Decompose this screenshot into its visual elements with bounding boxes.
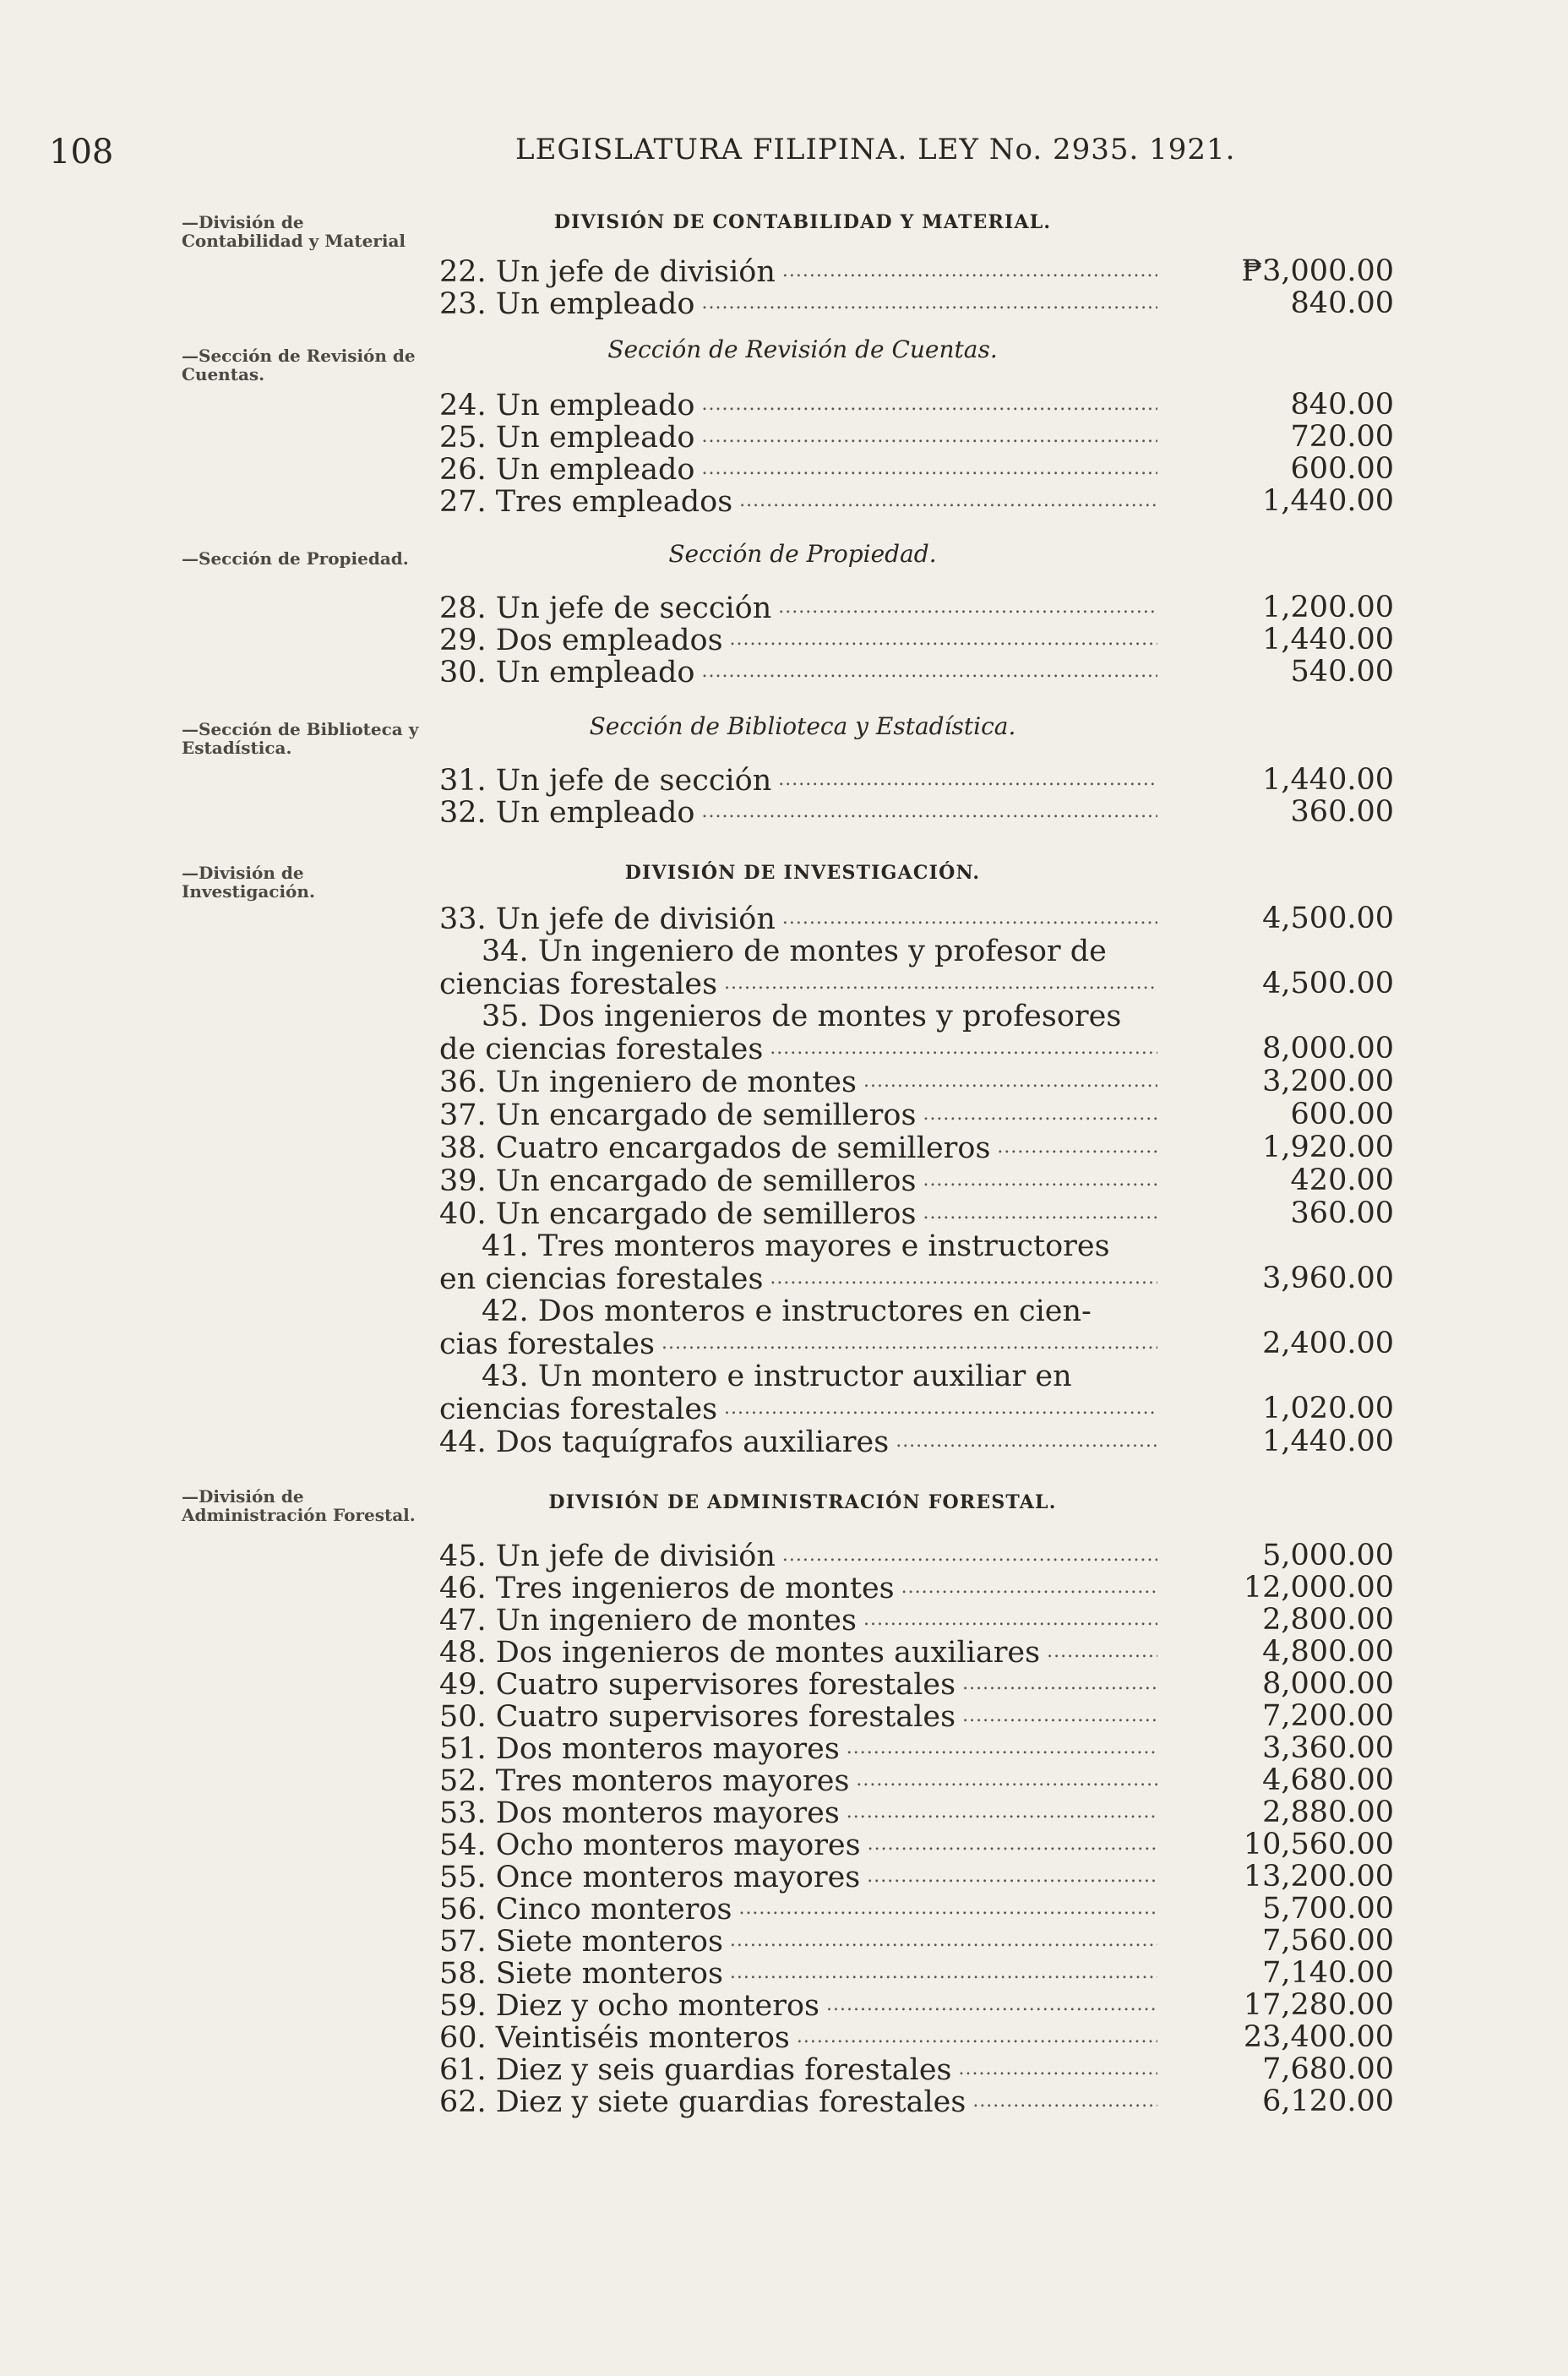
item-amount: 2,800.00 <box>1262 1603 1394 1637</box>
item-amount: 1,440.00 <box>1262 623 1394 657</box>
item-amount: 600.00 <box>1290 452 1394 486</box>
item-46 <box>439 1572 1394 1604</box>
item-amount: 7,680.00 <box>1262 2052 1394 2086</box>
item-43 <box>439 1392 1394 1425</box>
item-label: 45. Un jefe de división ..... <box>439 1539 1157 1572</box>
item-22 <box>439 255 1394 287</box>
item-53 <box>439 1796 1394 1828</box>
item-62 <box>439 2085 1394 2117</box>
item-34-line-1: 34. Un ingeniero de montes y profesor de <box>482 935 1107 968</box>
item-amount: 17,280.00 <box>1243 1988 1394 2022</box>
item-label: 48. Dos ingenieros de montes auxiliares ..... <box>439 1636 1157 1669</box>
item-label: en ciencias forestales ..... <box>439 1262 1157 1295</box>
item-45 <box>439 1539 1394 1572</box>
item-37 <box>439 1098 1394 1131</box>
item-40 <box>439 1197 1394 1229</box>
item-amount: 1,200.00 <box>1262 591 1394 624</box>
item-label: 30. Un empleado ..... <box>439 656 1157 689</box>
item-35 <box>439 1033 1394 1065</box>
item-28 <box>439 591 1394 624</box>
item-60 <box>439 2021 1394 2053</box>
item-label: 46. Tres ingenieros de montes ..... <box>439 1572 1157 1605</box>
item-amount: 840.00 <box>1290 286 1394 320</box>
item-label: 55. Once monteros mayores ..... <box>439 1861 1157 1894</box>
item-label: 62. Diez y siete guardias forestales ..... <box>439 2085 1157 2118</box>
item-amount: 3,960.00 <box>1262 1262 1394 1295</box>
item-34 <box>439 967 1394 1000</box>
item-amount: 1,440.00 <box>1262 1425 1394 1458</box>
item-amount: 4,500.00 <box>1262 967 1394 1000</box>
item-label: 40. Un encargado de semilleros ..... <box>439 1197 1157 1230</box>
item-label: ciencias forestales ..... <box>439 1392 1157 1425</box>
item-label: 49. Cuatro supervisores forestales ..... <box>439 1668 1157 1701</box>
item-label: 51. Dos monteros mayores ..... <box>439 1732 1157 1765</box>
item-56 <box>439 1893 1394 1925</box>
item-57 <box>439 1925 1394 1957</box>
item-49 <box>439 1668 1394 1700</box>
item-amount: 600.00 <box>1290 1098 1394 1131</box>
margin-note-investigacion: —División de Investigación. <box>182 863 315 902</box>
item-47 <box>439 1604 1394 1636</box>
item-amount: 5,000.00 <box>1262 1539 1394 1572</box>
heading-revision: Sección de Revisión de Cuentas. <box>607 335 998 363</box>
item-amount: 1,440.00 <box>1262 763 1394 797</box>
item-label: 58. Siete monteros ..... <box>439 1957 1157 1990</box>
item-amount: 1,020.00 <box>1262 1392 1394 1425</box>
item-amount: 4,500.00 <box>1262 902 1394 935</box>
heading-investigacion: DIVISIÓN DE INVESTIGACIÓN. <box>624 862 981 884</box>
item-label: 50. Cuatro supervisores forestales ..... <box>439 1700 1157 1733</box>
item-54 <box>439 1828 1394 1861</box>
item-29 <box>439 624 1394 656</box>
item-amount: 1,920.00 <box>1262 1131 1394 1164</box>
item-amount: 6,120.00 <box>1262 2084 1394 2118</box>
item-label: 61. Diez y seis guardias forestales ..... <box>439 2053 1157 2086</box>
item-41 <box>439 1262 1394 1294</box>
item-23 <box>439 287 1394 319</box>
item-amount: 840.00 <box>1290 388 1394 422</box>
margin-note-revision: —Sección de Revisión de Cuentas. <box>182 346 416 384</box>
item-label: 56. Cinco monteros ..... <box>439 1893 1157 1926</box>
item-label: 54. Ocho monteros mayores ..... <box>439 1828 1157 1861</box>
item-31 <box>439 764 1394 796</box>
item-label: ciencias forestales ..... <box>439 967 1157 1000</box>
item-32 <box>439 796 1394 828</box>
item-52 <box>439 1764 1394 1796</box>
item-amount: 420.00 <box>1290 1163 1394 1197</box>
item-amount: 3,360.00 <box>1262 1731 1394 1765</box>
item-label: 60. Veintiséis monteros ..... <box>439 2021 1157 2054</box>
item-label: 24. Un empleado ..... <box>439 389 1157 422</box>
item-58 <box>439 1957 1394 1989</box>
item-label: 39. Un encargado de semilleros ..... <box>439 1164 1157 1197</box>
item-label: 29. Dos empleados ..... <box>439 624 1157 657</box>
item-amount: 7,140.00 <box>1262 1956 1394 1990</box>
item-amount: 4,800.00 <box>1262 1635 1394 1669</box>
item-amount: 4,680.00 <box>1262 1763 1394 1797</box>
item-label: de ciencias forestales ..... <box>439 1033 1157 1065</box>
item-label: 25. Un empleado ..... <box>439 421 1157 454</box>
item-label: 28. Un jefe de sección ..... <box>439 591 1157 624</box>
item-26 <box>439 453 1394 485</box>
item-42-line-1: 42. Dos monteros e instructores en cien- <box>482 1294 1092 1328</box>
item-59 <box>439 1989 1394 2021</box>
item-label: 57. Siete monteros ..... <box>439 1925 1157 1958</box>
item-61 <box>439 2053 1394 2085</box>
item-amount: 7,560.00 <box>1262 1924 1394 1958</box>
item-label: 23. Un empleado ..... <box>439 287 1157 320</box>
item-label: 33. Un jefe de división ..... <box>439 902 1157 935</box>
item-amount: 8,000.00 <box>1262 1032 1394 1065</box>
margin-note-contabilidad: —División de Contabilidad y Material <box>182 212 406 251</box>
item-label: 32. Un empleado ..... <box>439 796 1157 829</box>
item-label: 36. Un ingeniero de montes ..... <box>439 1065 1157 1098</box>
item-label: 22. Un jefe de división ..... <box>439 255 1157 288</box>
item-amount: 2,880.00 <box>1262 1796 1394 1829</box>
item-30 <box>439 656 1394 688</box>
item-amount: 13,200.00 <box>1243 1860 1394 1894</box>
item-label: 26. Un empleado ..... <box>439 453 1157 486</box>
page-number: 108 <box>49 133 114 172</box>
item-amount: 1,440.00 <box>1262 484 1394 518</box>
item-38 <box>439 1131 1394 1163</box>
item-amount: 12,000.00 <box>1243 1571 1394 1605</box>
item-label: 59. Diez y ocho monteros ..... <box>439 1989 1157 2022</box>
item-amount: ₱3,000.00 <box>1241 254 1394 288</box>
item-label: 38. Cuatro encargados de semilleros ..... <box>439 1131 1157 1164</box>
item-label: 31. Un jefe de sección ..... <box>439 764 1157 797</box>
item-label: 47. Un ingeniero de montes ..... <box>439 1604 1157 1637</box>
item-24 <box>439 389 1394 421</box>
item-43-line-1: 43. Un montero e instructor auxiliar en <box>482 1360 1072 1393</box>
item-25 <box>439 421 1394 453</box>
item-amount: 2,400.00 <box>1262 1327 1394 1360</box>
item-label: 27. Tres empleados ..... <box>439 485 1157 518</box>
item-amount: 7,200.00 <box>1262 1699 1394 1733</box>
item-48 <box>439 1636 1394 1668</box>
item-label: 53. Dos monteros mayores ..... <box>439 1796 1157 1829</box>
item-33 <box>439 902 1394 935</box>
item-44 <box>439 1425 1394 1458</box>
item-amount: 720.00 <box>1290 420 1394 454</box>
item-amount: 360.00 <box>1290 1196 1394 1230</box>
item-55 <box>439 1861 1394 1893</box>
margin-note-biblioteca: —Sección de Biblioteca y Estadística. <box>182 719 419 758</box>
item-42 <box>439 1327 1394 1360</box>
item-51 <box>439 1732 1394 1764</box>
margin-note-propiedad: —Sección de Propiedad. <box>182 548 409 569</box>
item-label: cias forestales ..... <box>439 1327 1157 1360</box>
running-head: LEGISLATURA FILIPINA. LEY No. 2935. 1921. <box>515 133 1236 166</box>
margin-note-administracion: —División de Administración Forestal. <box>182 1486 416 1525</box>
item-amount: 8,000.00 <box>1262 1667 1394 1701</box>
item-label: 52. Tres monteros mayores ..... <box>439 1764 1157 1797</box>
item-amount: 5,700.00 <box>1262 1892 1394 1926</box>
item-amount: 3,200.00 <box>1262 1065 1394 1098</box>
item-41-line-1: 41. Tres monteros mayores e instructores <box>482 1229 1110 1263</box>
item-amount: 360.00 <box>1290 795 1394 829</box>
item-amount: 23,400.00 <box>1243 2020 1394 2054</box>
item-label: 44. Dos taquígrafos auxiliares ..... <box>439 1425 1157 1458</box>
item-35-line-1: 35. Dos ingenieros de montes y profesores <box>482 1000 1122 1033</box>
heading-propiedad: Sección de Propiedad. <box>668 540 937 568</box>
item-amount: 10,560.00 <box>1243 1828 1394 1861</box>
item-amount: 540.00 <box>1290 655 1394 689</box>
heading-biblioteca: Sección de Biblioteca y Estadística. <box>589 712 1016 740</box>
item-50 <box>439 1700 1394 1732</box>
item-label: 37. Un encargado de semilleros ..... <box>439 1098 1157 1131</box>
item-27 <box>439 485 1394 517</box>
item-36 <box>439 1065 1394 1098</box>
heading-administracion: DIVISIÓN DE ADMINISTRACIÓN FORESTAL. <box>548 1491 1057 1513</box>
item-39 <box>439 1164 1394 1196</box>
heading-contabilidad: DIVISIÓN DE CONTABILIDAD Y MATERIAL. <box>553 211 1052 233</box>
